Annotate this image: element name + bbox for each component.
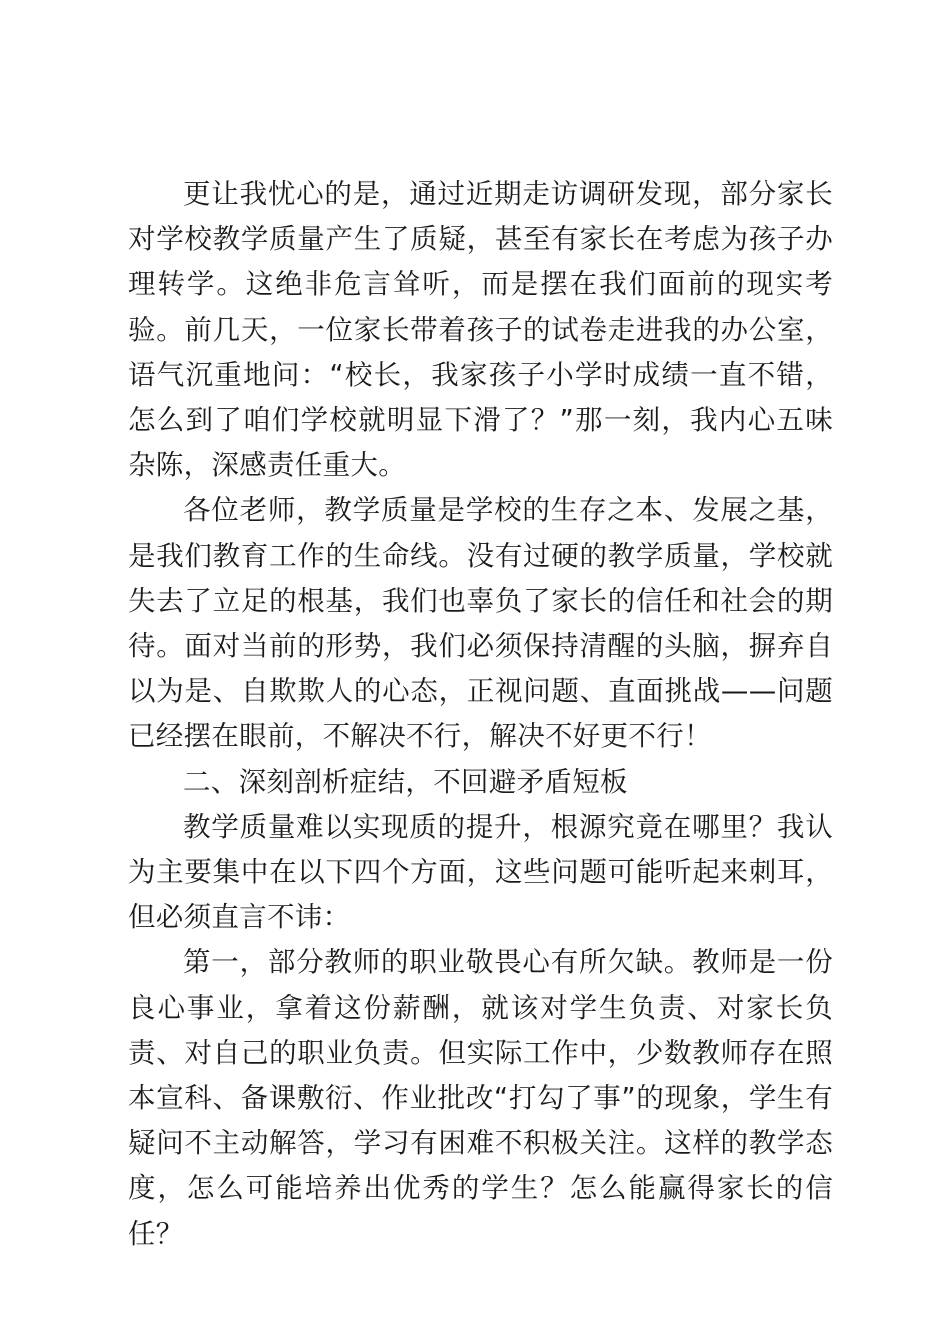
- paragraph-teaching-quality: 各位老师，教学质量是学校的生存之本、发展之基，是我们教育工作的生命线。没有过硬的教学质量，学校就失去了立足的根基，我们也辜负了家长的信任和社会的期待。面对当前的形势，我们必须保持清醒的头脑，摒弃自以为是、自欺欺人的心态，正视问题、直面挑战——问题已经摆在眼前，不解决不行，解决不好更不行！: [128, 494, 833, 753]
- paragraph-first-point: 第一，部分教师的职业敬畏心有所欠缺。教师是一份良心事业，拿着这份薪酬，就该对学生负责、对家长负责、对自己的职业负责。但实际工作中，少数教师存在照本宣科、备课敷衍、作业批改“打勾了事”的现象，学生有疑问不主动解答，学习有困难不积极关注。这样的教学态度，怎么可能培养出优秀的学生？怎么能赢得家长的信任？: [128, 946, 833, 1250]
- paragraph-root-causes: 教学质量难以实现质的提升，根源究竟在哪里？我认为主要集中在以下四个方面，这些问题可能听起来刺耳，但必须直言不讳：: [128, 810, 833, 934]
- section-heading: 二、深刻剖析症结，不回避矛盾短板: [183, 765, 628, 798]
- paragraph-parent-concern: 更让我忧心的是，通过近期走访调研发现，部分家长对学校教学质量产生了质疑，甚至有家长在考虑为孩子办理转学。这绝非危言耸听，而是摆在我们面前的现实考验。前几天，一位家长带着孩子的试卷走进我的办公室，语气沉重地问：“校长，我家孩子小学时成绩一直不错，怎么到了咱们学校就明显下滑了？”那一刻，我内心五味杂陈，深感责任重大。: [128, 178, 833, 482]
- document-body: [128, 172, 833, 1257]
